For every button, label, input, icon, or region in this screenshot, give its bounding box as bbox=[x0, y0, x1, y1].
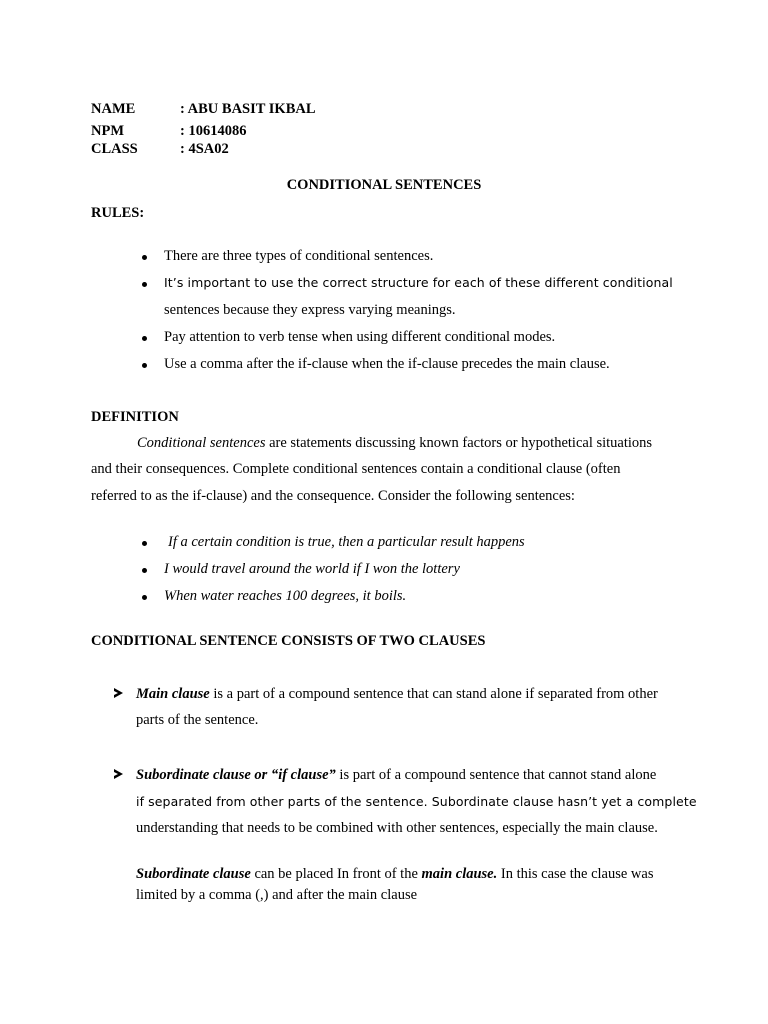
sub-clause-line-1-rest: is part of a compound sentence that cannot stand alone bbox=[335, 767, 657, 783]
arrow-bullet-icon bbox=[114, 688, 123, 698]
definition-heading: DEFINITION bbox=[91, 409, 179, 425]
main-clause-term: Main clause bbox=[136, 686, 210, 702]
placement-mid: can be placed In front of the bbox=[250, 866, 422, 882]
placement-line-2: limited by a comma (,) and after the main clause bbox=[136, 887, 418, 903]
main-clause-line-1-rest: is a part of a compound sentence that can stand alone if separated from other bbox=[209, 686, 658, 702]
rules-heading: RULES: bbox=[91, 205, 145, 221]
bullet-icon bbox=[142, 282, 147, 287]
bullet-icon bbox=[142, 568, 147, 573]
sub-clause-line-3: understanding that needs to be combined with other sentences, especially the main clause. bbox=[136, 820, 658, 836]
bullet-icon bbox=[142, 541, 147, 546]
bullet-icon bbox=[142, 363, 147, 368]
bullet-icon bbox=[142, 595, 147, 600]
name-value: : ABU BASIT IKBAL bbox=[180, 101, 316, 117]
bullet-icon bbox=[142, 336, 147, 341]
rule-item: Use a comma after the if-clause when the if-clause precedes the main clause. bbox=[164, 356, 610, 372]
main-clause-line-2: parts of the sentence. bbox=[136, 712, 259, 728]
npm-value: : 10614086 bbox=[180, 123, 247, 139]
definition-line-2: and their consequences. Complete conditional sentences contain a conditional clause (often bbox=[91, 461, 621, 477]
placement-term-2: main clause. bbox=[421, 866, 498, 882]
placement-rest: In this case the clause was bbox=[497, 866, 654, 882]
sub-clause-line-2: if separated from other parts of the sentence. Subordinate clause hasn’t yet a complete bbox=[136, 794, 697, 809]
definition-line-1-rest: are statements discussing known factors or hypothetical situations bbox=[265, 435, 653, 451]
arrow-bullet-icon bbox=[114, 769, 123, 779]
class-value: : 4SA02 bbox=[180, 141, 229, 157]
name-label: NAME bbox=[91, 101, 136, 117]
rule-item-continuation: sentences because they express varying meanings. bbox=[164, 302, 456, 318]
example-item: If a certain condition is true, then a particular result happens bbox=[168, 534, 525, 550]
bullet-icon bbox=[142, 255, 147, 260]
clauses-heading: CONDITIONAL SENTENCE CONSISTS OF TWO CLAUSES bbox=[91, 633, 486, 649]
example-item: I would travel around the world if I won the lottery bbox=[164, 561, 460, 577]
rule-item: It’s important to use the correct structure for each of these different conditional bbox=[164, 275, 673, 290]
definition-line-1 bbox=[137, 435, 652, 452]
rule-item: There are three types of conditional sentences. bbox=[164, 248, 434, 264]
definition-term: Conditional sentences bbox=[137, 435, 266, 451]
sub-clause-term: Subordinate clause or “if clause” bbox=[136, 767, 336, 783]
class-label: CLASS bbox=[91, 141, 138, 157]
main-clause-line-1 bbox=[136, 686, 658, 703]
definition-line-3: referred to as the if-clause) and the consequence. Consider the following sentences: bbox=[91, 488, 575, 504]
example-item: When water reaches 100 degrees, it boils. bbox=[164, 588, 407, 604]
npm-label: NPM bbox=[91, 123, 125, 139]
document-title: CONDITIONAL SENTENCES bbox=[286, 177, 482, 193]
sub-clause-line-1 bbox=[136, 767, 656, 784]
placement-line-1 bbox=[136, 866, 653, 883]
rule-item: Pay attention to verb tense when using different conditional modes. bbox=[164, 329, 556, 345]
placement-term-1: Subordinate clause bbox=[136, 866, 251, 882]
